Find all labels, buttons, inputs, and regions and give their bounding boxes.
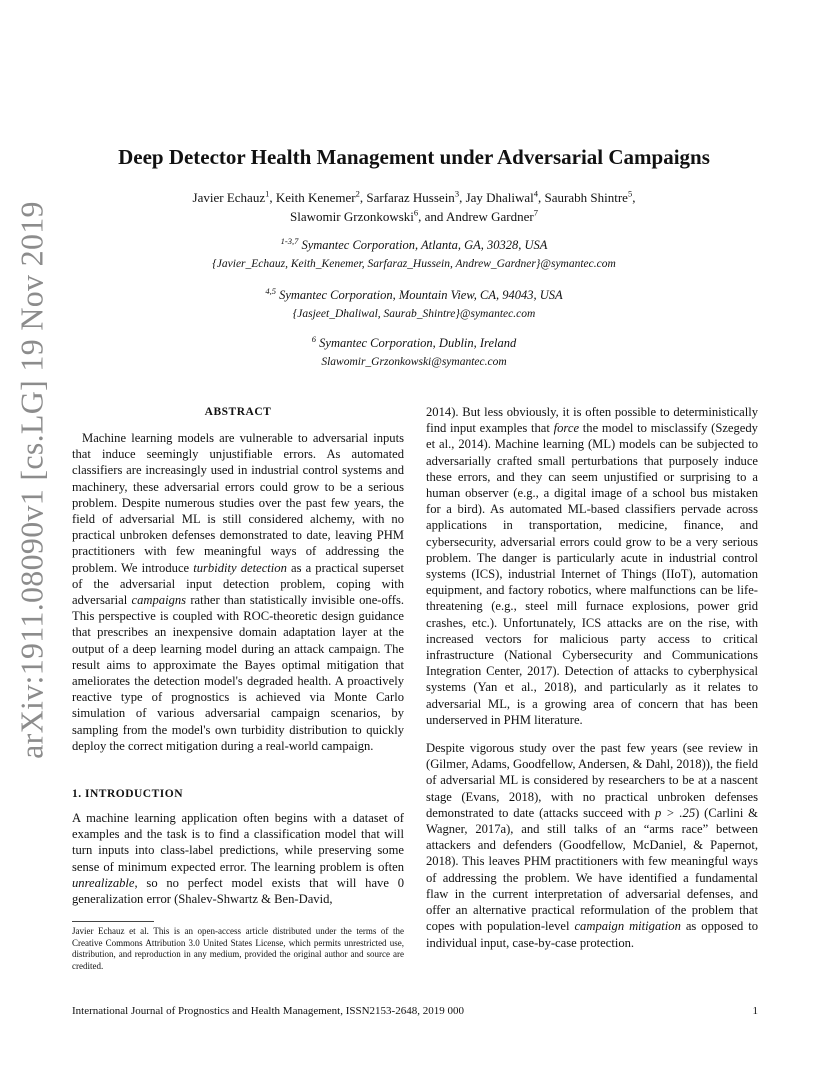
author-name: Saurabh Shintre bbox=[544, 190, 628, 205]
journal-name: International Journal of Prognostics and Health Management, ISSN2153-2648, 2019 000 bbox=[72, 1005, 464, 1017]
page-footer bbox=[72, 1005, 758, 1017]
text-run: A machine learning application often begins with a dataset of examples and the task is to find a classification model that will turn inputs into class-label predictions, while preserving some sense of minimum expected error. The learning problem is often bbox=[72, 811, 404, 874]
author-name: Sarfaraz Hussein bbox=[366, 190, 455, 205]
affiliation-org: Symantec Corporation, Dublin, Ireland bbox=[319, 336, 517, 350]
author-sup: 2 bbox=[355, 188, 360, 199]
text-run: as a practical superset of the adversarial input detection problem, coping with adversarial bbox=[72, 560, 404, 608]
text-run: , so no perfect model exists that will have 0 generalization error (Shalev-Shwartz & Ben-David, bbox=[72, 875, 404, 907]
affiliation-sup: 4,5 bbox=[265, 285, 276, 296]
affiliation-org: Symantec Corporation, Atlanta, GA, 30328, USA bbox=[301, 238, 548, 252]
emphasis: turbidity detection bbox=[193, 560, 287, 575]
arxiv-stamp bbox=[8, 201, 56, 759]
text-run: Despite vigorous study over the past few years (see review in (Gilmer, Adams, Goodfellow, Andersen, & Dahl, 2018)), the field of adversarial ML is considered by researchers to be at a nascent stage (Evans, 2018), with no practical unbroken defenses demonstrated to date (attacks succeed with bbox=[426, 741, 758, 820]
affiliation-emails: {Javier_Echauz, Keith_Kenemer, Sarfaraz_Hussein, Andrew_Gardner}@symantec.com bbox=[212, 258, 616, 270]
author-name: Jay Dhaliwal bbox=[465, 190, 534, 205]
emphasis: unrealizable bbox=[72, 875, 135, 890]
text-run: Machine learning models are vulnerable to adversarial inputs that induce seemingly unjustifiable errors. As automated classifiers are increasingly used in industrial control systems and machinery, these adversarial errors could grow to be a serious problem. Despite numerous studies over the past few years, the field of adversarial ML is still considered alchemy, with no practical unbroken defenses demonstrated to date, leaving PHM practitioners with few meaningful ways of addressing the problem. We introduce bbox=[72, 431, 404, 575]
affiliation-3 bbox=[100, 334, 728, 372]
abstract-heading: ABSTRACT bbox=[204, 406, 272, 418]
emphasis: campaign mitigation bbox=[574, 919, 681, 934]
author-name: Keith Kenemer bbox=[275, 190, 356, 205]
affiliation-emails: Slawomir_Grzonkowski@symantec.com bbox=[321, 356, 507, 368]
math-inline: p > .25 bbox=[654, 805, 696, 820]
author-name: Javier Echauz bbox=[192, 190, 266, 205]
author-sup: 1 bbox=[265, 188, 270, 199]
author-sup: 3 bbox=[454, 188, 460, 199]
author-sup: 5 bbox=[627, 188, 633, 199]
introduction-paragraph bbox=[72, 810, 404, 907]
author-line-2: Slawomir Grzonkowski$^6$, and Andrew Gardner$^7$ bbox=[290, 207, 538, 224]
body-paragraph bbox=[426, 740, 758, 951]
text-run: 2014). But less obviously, it is often possible to deterministically find input examples that bbox=[426, 405, 758, 436]
affiliation-1 bbox=[100, 236, 728, 274]
footnote-rule bbox=[72, 921, 154, 922]
text-run: the model to misclassify (Szegedy et al., 2014). Machine learning (ML) models can be subjected to adversarially crafted small perturbations that purposely induce these errors, and they can seem unjustified or surprising to a human observer (e.g., a digital image of a school bus mistaken for a bird). As automated ML-based classifiers pervade across applications in transportation, medicine, finance, and cybersecurity, adversarial errors could grow to be a very serious problem. The danger is particularly acute in industrial control systems (ICS), industrial Internet of Things (IIoT), automation equipment, and factory robotics, where malfunctions can be life-threatening (e.g., steel mill furnace explosions, power grid crashes, etc.). Unfortunately, ICS attacks are on the rise, with increased vectors for malicious party access to critical infrastructure (National Cybersecurity and Communications Integration Center, 2017). Detection of attacks to cyberphysical systems (Yan et al., 2018), and particularly as it relates to adversarial ML, is a growing area of concern that has been underserved in PHM literature. bbox=[426, 421, 758, 727]
page-number: 1 bbox=[752, 1005, 758, 1017]
arxiv-stamp-text: arXiv:1911.08090v1 [cs.LG] 19 Nov 2019 bbox=[13, 201, 50, 759]
paper-title: Deep Detector Health Management under Adversarial Campaigns bbox=[118, 145, 710, 169]
right-column bbox=[426, 404, 758, 961]
author-sup: 6 bbox=[413, 207, 419, 218]
introduction-body bbox=[72, 810, 404, 917]
affiliation-sup: 1-3,7 bbox=[280, 235, 299, 246]
text-run: rather than statistically invisible one-offs. This perspective is coupled with ROC-theoretic design guidance that prescribes an inexpensive domain adaptation layer at the output of a deep learning model during an attack campaign. The result aims to approximate the Bayes optimal mitigation that ameliorates the detection model's degraded health. A proactively reactive type of prognostics is achieved via Monte Carlo simulation of various adversarial campaign scenarios, by sampling from the model's own turbidity distribution to quickly deploy the correct mitigation during a real-world campaign. bbox=[72, 593, 404, 753]
author-name: Slawomir Grzonkowski bbox=[290, 209, 414, 224]
affiliation-sup: 6 bbox=[311, 333, 317, 344]
text-run: ) (Carlini & Wagner, 2017a), and still talks of an “arms race” between attackers and defenders (Goodfellow, McDaniel, & Papernot, 2018). This leaves PHM practitioners with few meaningful ways of addressing the problem. We have identified a fundamental flaw in the current interpretation of adversarial defenses, and offer an alternative practical reformulation of the problem that copes with population-level bbox=[426, 805, 758, 934]
author-sup: 4 bbox=[533, 188, 539, 199]
author-name: Andrew Gardner bbox=[445, 209, 534, 224]
text-run: as opposed to individual input, case-by-case protection. bbox=[426, 919, 758, 950]
emphasis: campaigns bbox=[131, 593, 187, 608]
affiliation-org: Symantec Corporation, Mountain View, CA, 94043, USA bbox=[279, 288, 563, 302]
author-sup: 7 bbox=[533, 207, 538, 218]
abstract-paragraph bbox=[72, 430, 404, 754]
abstract-body bbox=[72, 430, 404, 764]
license-footnote: Javier Echauz et al. This is an open-access article distributed under the terms of the Creative Commons Attribution 3.0 United States License, which permits unrestricted use, distribution, and reproduction in any medium, provided the original author and source are credited. bbox=[72, 926, 404, 971]
author-list bbox=[120, 188, 708, 226]
introduction-heading: 1. INTRODUCTION bbox=[72, 788, 184, 800]
affiliation-emails: {Jasjeet_Dhaliwal, Saurab_Shintre}@symantec.com bbox=[292, 308, 536, 320]
affiliation-2 bbox=[100, 286, 728, 324]
emphasis: force bbox=[553, 421, 580, 436]
author-line-1: Javier Echauz$^1$, Keith Kenemer$^2$, Sarfaraz Hussein$^3$, Jay Dhaliwal$^4$, Saurabh Shintre$^5$, bbox=[192, 188, 636, 205]
body-paragraph bbox=[426, 404, 758, 728]
